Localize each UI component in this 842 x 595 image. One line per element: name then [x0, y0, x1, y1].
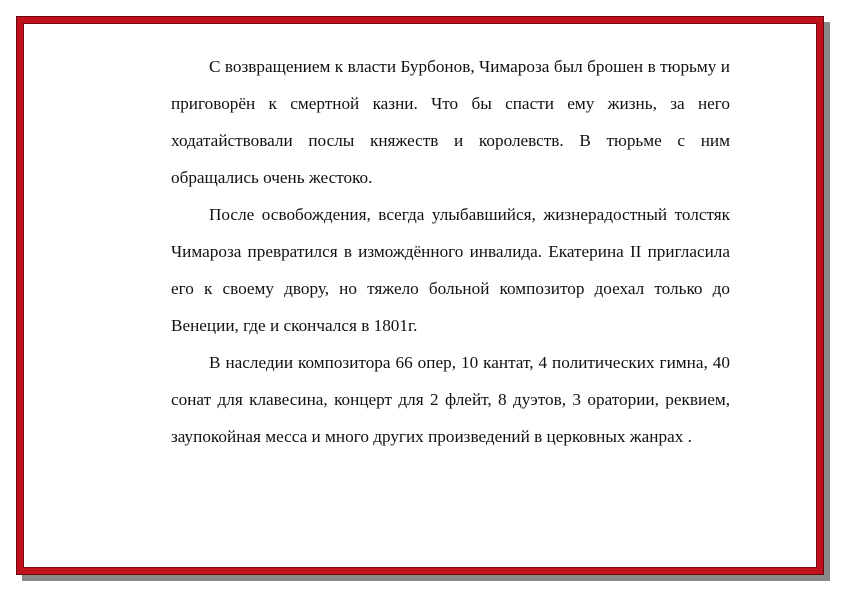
paragraph-imprisonment: С возвращением к власти Бурбонов, Чимароза был брошен в тюрьму и приговорён к смертной казни. Что бы спасти ему жизнь, за него ходатайствовали послы княжеств и королевств. В тюрьме с ним обращались очень жестоко.: [171, 57, 730, 187]
paragraph-legacy: В наследии композитора 66 опер, 10 кантат, 4 политических гимна, 40 сонат для клавесина, концерт для 2 флейт, 8 дуэтов, 3 оратории, реквием, заупокойная месса и много других произведений в церковных жанрах .: [171, 353, 730, 446]
paragraph-release: После освобождения, всегда улыбавшийся, жизнерадостный толстяк Чимароза превратился в измождённого инвалида. Екатерина II пригласила его к своему двору, но тяжело больной композитор доехал только до Венеции, где и скончался в 1801г.: [171, 205, 730, 335]
body-text: [171, 48, 730, 455]
